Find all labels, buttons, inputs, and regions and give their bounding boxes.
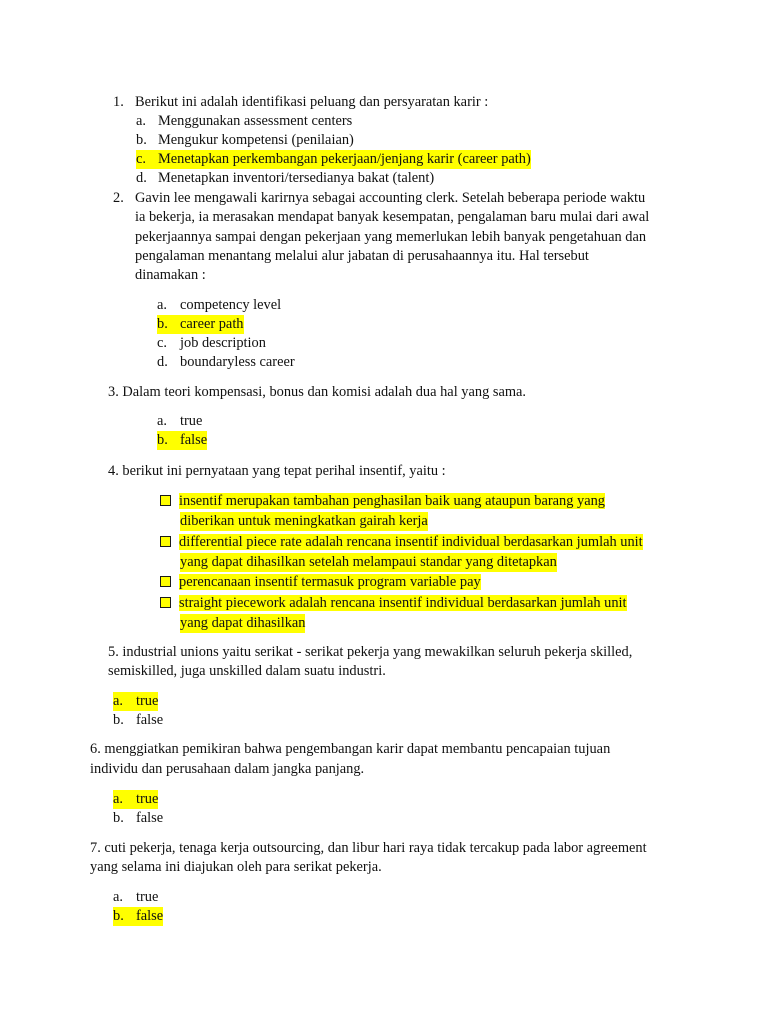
option-2b-highlighted <box>157 315 244 334</box>
option-text: Mengukur kompetensi (penilaian) <box>158 132 354 148</box>
option-letter: c. <box>136 151 146 167</box>
option-text: boundaryless career <box>180 354 295 370</box>
option-7a <box>113 888 158 907</box>
option-letter: b. <box>113 908 124 924</box>
option-5b <box>113 711 163 730</box>
option-2c <box>157 334 266 353</box>
option-1c-highlighted <box>136 150 531 169</box>
statement-4 <box>160 594 627 613</box>
option-5a-highlighted <box>113 692 158 711</box>
question-text: Berikut ini adalah identifikasi peluang dan persyaratan karir : <box>135 94 489 110</box>
option-letter: a. <box>157 297 167 313</box>
question-6: 6. menggiatkan pemikiran bahwa pengembangan karir dapat membantu pencapaian tujuan <box>90 741 611 757</box>
option-text: true <box>136 693 159 709</box>
option-2d <box>157 353 295 372</box>
option-1a <box>136 112 352 131</box>
option-6a-highlighted <box>113 790 158 809</box>
question-text-line: Gavin lee mengawali karirnya sebagai accounting clerk. Setelah beberapa periode waktu <box>135 190 646 206</box>
option-text: career path <box>180 316 244 332</box>
option-text: true <box>136 791 159 807</box>
question-text-line: yang selama ini diajukan oleh para serikat pekerja. <box>90 859 382 875</box>
statement-text: straight piecework adalah rencana insentif individual berdasarkan jumlah unit <box>179 595 627 611</box>
option-text: Menetapkan perkembangan pekerjaan/jenjang karir (career path) <box>158 151 531 167</box>
option-2a <box>157 296 281 315</box>
checkbox-square-icon <box>160 495 171 506</box>
option-1d <box>136 169 434 188</box>
statement-text-cont: yang dapat dihasilkan setelah melampaui standar yang ditetapkan <box>180 554 557 570</box>
question-2 <box>113 189 645 208</box>
option-text: false <box>136 712 164 728</box>
option-letter: d. <box>136 170 147 186</box>
option-letter: a. <box>157 413 167 429</box>
question-text-line: ia bekerja, ia merasakan mendapat banyak kesempatan, pengalaman baru mulai dari awal <box>135 209 650 225</box>
option-letter: b. <box>157 316 168 332</box>
option-text: false <box>136 810 164 826</box>
option-letter: d. <box>157 354 168 370</box>
statement-text: differential piece rate adalah rencana insentif individual berdasarkan jumlah unit <box>179 534 643 550</box>
option-letter: a. <box>113 889 123 905</box>
option-7b-highlighted <box>113 907 163 926</box>
option-text: true <box>180 413 203 429</box>
option-letter: b. <box>113 712 124 728</box>
statement-text-cont: yang dapat dihasilkan <box>180 615 306 631</box>
question-3: 3. Dalam teori kompensasi, bonus dan komisi adalah dua hal yang sama. <box>108 384 527 400</box>
statement-1 <box>160 492 605 511</box>
option-text: Menggunakan assessment centers <box>158 113 353 129</box>
option-letter: a. <box>136 113 146 129</box>
option-text: job description <box>180 335 266 351</box>
option-3a <box>157 412 202 431</box>
option-letter: b. <box>157 432 168 448</box>
question-number: 2. <box>113 190 124 206</box>
checkbox-square-icon <box>160 576 171 587</box>
statement-3 <box>160 573 481 592</box>
option-letter: b. <box>136 132 147 148</box>
option-text: competency level <box>180 297 282 313</box>
option-1b <box>136 131 354 150</box>
question-text-line: pekerjaannya sampai dengan pekerjaan yang memerlukan lebih banyak pengetahuan dan <box>135 229 647 245</box>
question-text-line: semiskilled, juga unskilled dalam suatu industri. <box>108 663 386 679</box>
option-text: true <box>136 889 159 905</box>
checkbox-square-icon <box>160 597 171 608</box>
statement-2 <box>160 533 643 552</box>
option-6b <box>113 809 163 828</box>
option-letter: c. <box>157 335 167 351</box>
option-text: false <box>136 908 164 924</box>
option-3b-highlighted <box>157 431 207 450</box>
option-text: false <box>180 432 208 448</box>
question-1 <box>113 93 488 112</box>
question-5: 5. industrial unions yaitu serikat - serikat pekerja yang mewakilkan seluruh pekerja skilled, <box>108 644 633 660</box>
question-text-line: dinamakan : <box>135 267 206 283</box>
statement-text-cont: diberikan untuk meningkatkan gairah kerja <box>180 513 428 529</box>
question-text-line: pengalaman menantang melalui alur jabatan di perusahaannya itu. Hal tersebut <box>135 248 589 264</box>
option-letter: a. <box>113 693 123 709</box>
statement-text: insentif merupakan tambahan penghasilan baik uang ataupun barang yang <box>179 493 605 509</box>
option-letter: a. <box>113 791 123 807</box>
option-text: Menetapkan inventori/tersedianya bakat (talent) <box>158 170 435 186</box>
option-letter: b. <box>113 810 124 826</box>
statement-text: perencanaan insentif termasuk program variable pay <box>179 574 481 590</box>
checkbox-square-icon <box>160 536 171 547</box>
question-4: 4. berikut ini pernyataan yang tepat perihal insentif, yaitu : <box>108 463 446 479</box>
question-7: 7. cuti pekerja, tenaga kerja outsourcing, dan libur hari raya tidak tercakup pada labor agreement <box>90 840 647 856</box>
question-text-line: individu dan perusahaan dalam jangka panjang. <box>90 761 365 777</box>
question-number: 1. <box>113 94 124 110</box>
